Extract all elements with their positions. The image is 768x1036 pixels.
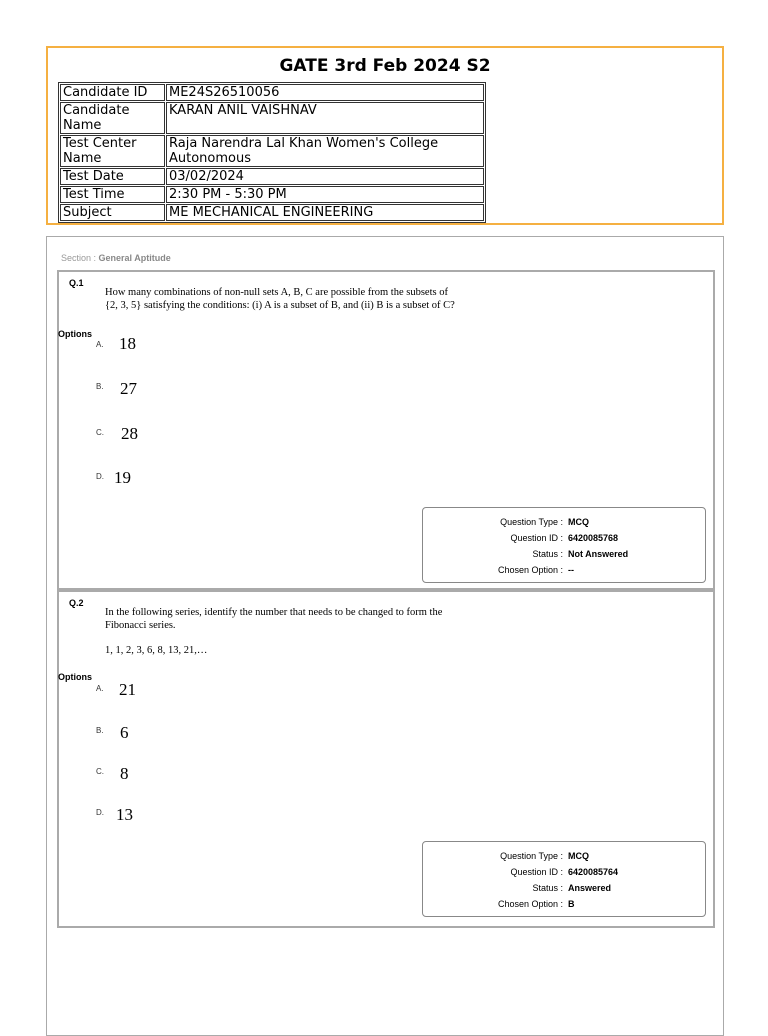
- question-card-2: [57, 590, 715, 928]
- option-c-letter: C.: [96, 428, 104, 437]
- option-a-value: 18: [119, 334, 136, 353]
- option-b-letter: B.: [96, 726, 104, 735]
- test-center-label: Test Center Name: [60, 135, 165, 167]
- status-key: Status :: [532, 549, 563, 559]
- option-d-value: 13: [116, 805, 133, 824]
- option-c-letter: C.: [96, 767, 104, 776]
- question-text-line: Fibonacci series.: [105, 620, 176, 631]
- question-card-1: [57, 270, 715, 590]
- test-date-value: 03/02/2024: [166, 168, 484, 185]
- candidate-id-value: ME24S26510056: [166, 84, 484, 101]
- candidate-name-label: Candidate Name: [60, 102, 165, 134]
- question-meta-box: [422, 507, 706, 583]
- section-name: General Aptitude: [98, 253, 171, 263]
- question-type-value: MCQ: [568, 517, 589, 527]
- response-sheet: [46, 236, 724, 1036]
- table-row: [60, 84, 484, 101]
- status-value: Answered: [568, 883, 612, 893]
- question-type-key: Question Type :: [500, 851, 563, 861]
- table-row: [60, 135, 484, 167]
- chosen-option-key: Chosen Option :: [497, 565, 563, 575]
- exam-title: GATE 3rd Feb 2024 S2: [279, 56, 491, 76]
- question-text: [105, 286, 525, 312]
- question-type-key: Question Type :: [500, 517, 563, 527]
- candidate-name-value: KARAN ANIL VAISHNAV: [166, 102, 484, 134]
- option-d-letter: D.: [96, 472, 104, 481]
- question-number: Q.1: [69, 278, 84, 288]
- subject-value: ME MECHANICAL ENGINEERING: [166, 204, 484, 221]
- question-text-line: {2, 3, 5} satisfying the conditions: (i) A is a subset of B, and (ii) B is a subset of C?: [105, 300, 455, 311]
- option-a-letter: A.: [96, 684, 104, 693]
- chosen-option-key: Chosen Option :: [497, 899, 563, 909]
- question-type-value: MCQ: [568, 851, 589, 861]
- candidate-id-label: Candidate ID: [60, 84, 165, 101]
- table-row: [60, 102, 484, 134]
- option-a-value: 21: [119, 680, 136, 699]
- table-row: [60, 186, 484, 203]
- table-row: [60, 168, 484, 185]
- question-id-value: 6420085768: [568, 533, 619, 543]
- section-prefix: Section :: [61, 253, 99, 263]
- table-row: [60, 204, 484, 221]
- option-d-value: 19: [114, 468, 131, 487]
- option-d-letter: D.: [96, 808, 104, 817]
- test-center-value: Raja Narendra Lal Khan Women's College Autonomous: [166, 135, 484, 167]
- question-id-key: Question ID :: [510, 867, 563, 877]
- chosen-option-value: B: [568, 899, 575, 909]
- option-b-value: 27: [120, 379, 137, 398]
- candidate-info-table: [58, 82, 486, 223]
- option-a-letter: A.: [96, 340, 104, 349]
- question-meta-box: [422, 841, 706, 917]
- question-text-line: How many combinations of non-null sets A, B, C are possible from the subsets of: [105, 287, 448, 298]
- question-number: Q.2: [69, 598, 84, 608]
- question-text-line: In the following series, identify the number that needs to be changed to form the: [105, 607, 443, 618]
- options-label: Options: [58, 329, 92, 339]
- question-series: 1, 1, 2, 3, 6, 8, 13, 21,…: [105, 645, 208, 656]
- test-date-label: Test Date: [60, 168, 165, 185]
- question-text: [105, 606, 525, 657]
- question-id-key: Question ID :: [510, 533, 563, 543]
- test-time-label: Test Time: [60, 186, 165, 203]
- section-heading: [61, 253, 171, 263]
- question-id-value: 6420085764: [568, 867, 619, 877]
- option-c-value: 28: [121, 424, 138, 443]
- option-b-value: 6: [120, 723, 129, 742]
- option-b-letter: B.: [96, 382, 104, 391]
- test-time-value: 2:30 PM - 5:30 PM: [166, 186, 484, 203]
- options-label: Options: [58, 672, 92, 682]
- subject-label: Subject: [60, 204, 165, 221]
- candidate-header: [46, 46, 724, 225]
- status-key: Status :: [532, 883, 563, 893]
- status-value: Not Answered: [568, 549, 629, 559]
- option-c-value: 8: [120, 764, 129, 783]
- chosen-option-value: --: [568, 565, 574, 575]
